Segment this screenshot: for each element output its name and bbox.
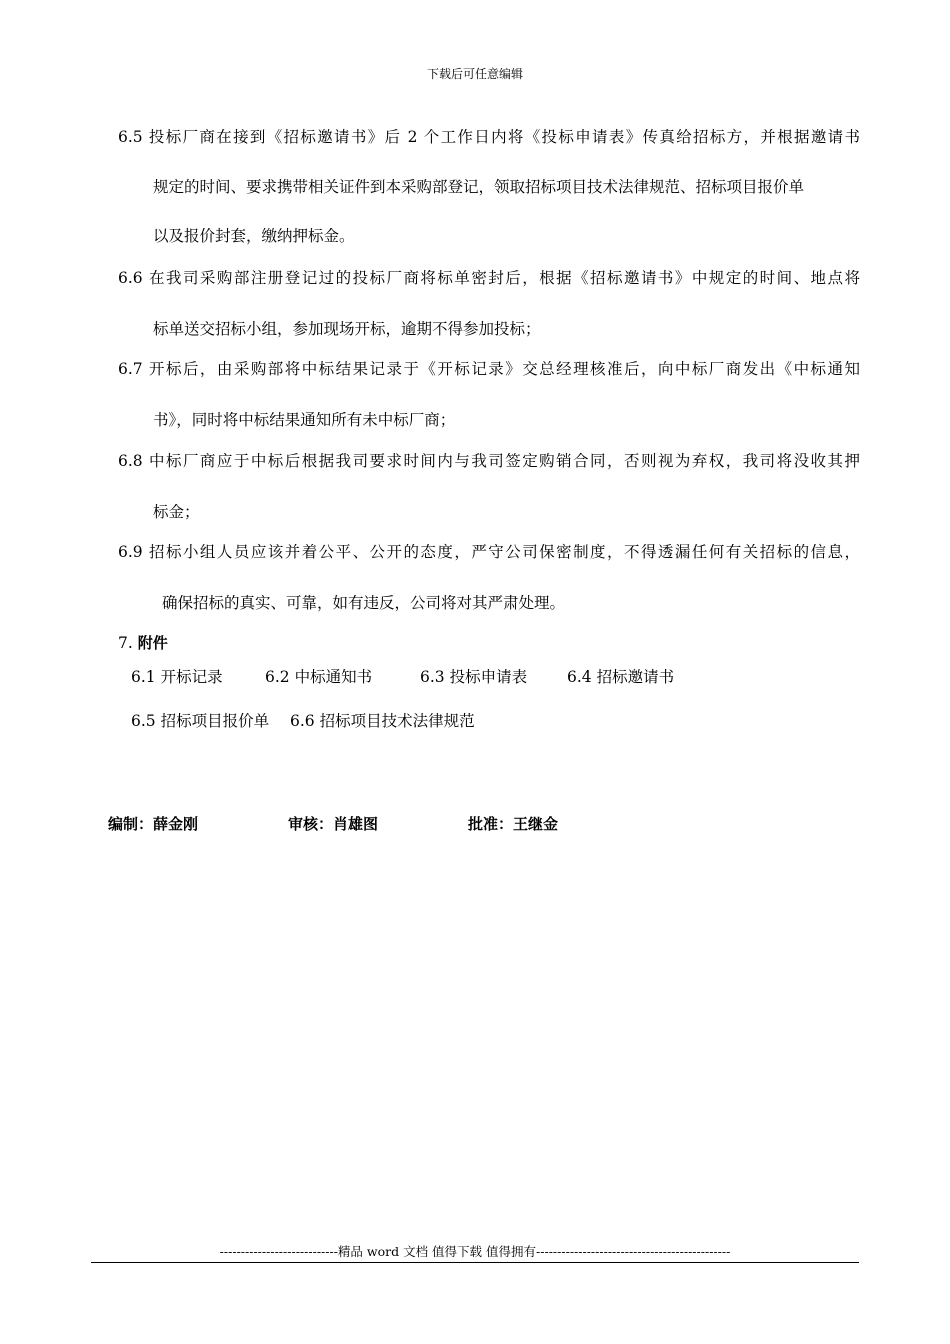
clause-line: 标单送交招标小组，参加现场开标，逾期不得参加投标； [153,320,541,338]
section-number: 7. [118,634,133,652]
clause-number: 6.9 [118,543,143,561]
attachment-item: 6.3 投标申请表 [420,668,528,686]
clause-line: 书》，同时将中标结果通知所有未中标厂商； [153,411,456,429]
page-header: 下载后可任意编辑 [426,67,523,81]
clause-line: 6.5 投标厂商在接到《招标邀请书》后 2 个工作日内将《投标申请表》传真给招标方，并根据邀请书 [118,128,860,146]
section-title: 附件 [137,634,168,652]
clause-line: 6.9 招标小组人员应该并着公平、公开的态度，严守公司保密制度，不得透漏任何有关招标的信息， [118,543,860,561]
signature-approved: 批准：王继金 [468,815,559,833]
page-footer: ----------------------------精品 word 文档 值得下载 值得拥有---------------------------------------------- [219,1244,731,1259]
attachment-item: 6.5 招标项目报价单 [131,712,270,730]
signature-reviewed: 审核：肖雄图 [288,815,379,833]
attachment-item: 6.1 开标记录 [131,668,223,686]
clause-number: 6.5 [118,128,143,146]
clause-line: 标金； [153,503,200,521]
signature-prepared: 编制：薛金刚 [108,815,199,833]
clause-line: 以及报价封套，缴纳押标金。 [153,227,355,245]
clause-line: 6.7 开标后，由采购部将中标结果记录于《开标记录》交总经理核准后，向中标厂商发出《中标通知 [118,360,860,378]
clause-number: 6.8 [118,452,143,470]
attachment-item: 6.2 中标通知书 [265,668,373,686]
clause-number: 6.7 [118,360,143,378]
clause-line: 6.6 在我司采购部注册登记过的投标厂商将标单密封后，根据《招标邀请书》中规定的时间、地点将 [118,269,860,287]
clause-line: 规定的时间、要求携带相关证件到本采购部登记，领取招标项目技术法律规范、招标项目报价单 [153,178,805,196]
clause-line: 6.8 中标厂商应于中标后根据我司要求时间内与我司签定购销合同，否则视为弃权，我司将没收其押 [118,452,860,470]
clause-number: 6.6 [118,269,143,287]
attachment-item: 6.6 招标项目技术法律规范 [290,712,475,730]
footer-rule [91,1262,859,1263]
attachment-item: 6.4 招标邀请书 [567,668,675,686]
section-heading [118,633,168,653]
clause-line: 确保招标的真实、可靠，如有违反，公司将对其严肃处理。 [162,594,566,612]
